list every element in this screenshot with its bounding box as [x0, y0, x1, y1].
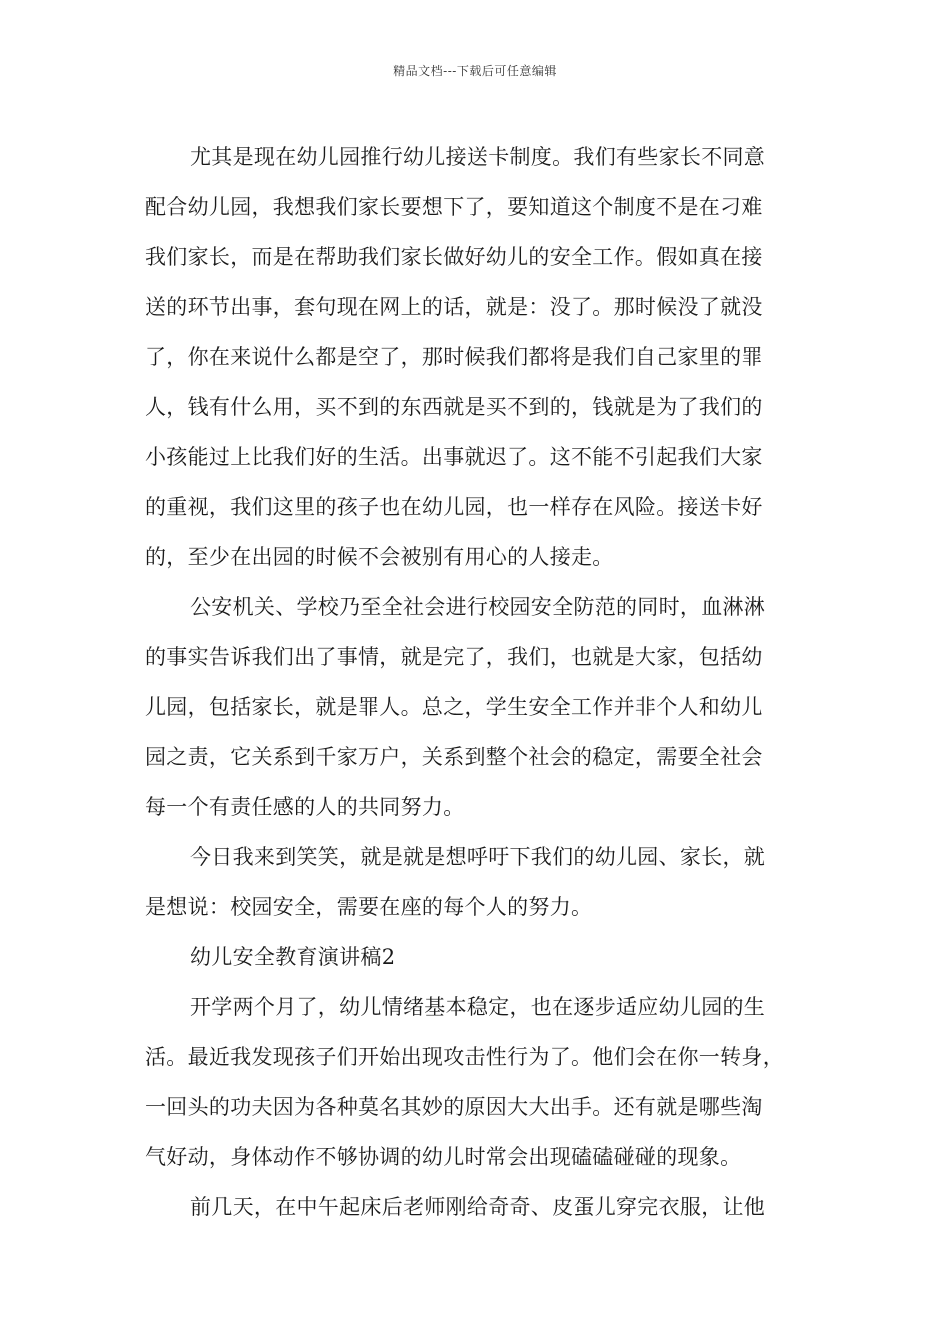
text-line: 的，至少在出园的时候不会被别有用心的人接走。	[145, 545, 614, 569]
text-line: 送的环节出事，套句现在网上的话，就是：没了。那时候没了就没	[145, 295, 763, 319]
text-line: 活。最近我发现孩子们开始出现攻击性行为了。他们会在你一转身，	[145, 1045, 784, 1069]
text-line: 的重视，我们这里的孩子也在幼儿园，也一样存在风险。接送卡好	[145, 495, 763, 519]
text-line: 气好动，身体动作不够协调的幼儿时常会出现磕磕碰碰的现象。	[145, 1145, 742, 1169]
text-line: 园之责，它关系到千家万户，关系到整个社会的稳定，需要全社会	[145, 745, 763, 769]
text-line: 的事实告诉我们出了事情，就是完了，我们，也就是大家，包括幼	[145, 645, 763, 669]
page-header: 精品文档---下载后可任意编辑	[393, 64, 557, 78]
text-line: 人，钱有什么用，买不到的东西就是买不到的，钱就是为了我们的	[145, 395, 763, 419]
text-line: 公安机关、学校乃至全社会进行校园安全防范的同时，血淋淋	[190, 595, 766, 619]
text-line: 一回头的功夫因为各种莫名其妙的原因大大出手。还有就是哪些淘	[145, 1095, 763, 1119]
text-line: 是想说：校园安全，需要在座的每个人的努力。	[145, 895, 593, 919]
text-line: 每一个有责任感的人的共同努力。	[145, 795, 465, 819]
text-line: 我们家长，而是在帮助我们家长做好幼儿的安全工作。假如真在接	[145, 245, 763, 269]
document-body	[145, 132, 810, 1232]
text-line: 前几天，在中午起床后老师刚给奇奇、皮蛋儿穿完衣服，让他	[190, 1195, 766, 1219]
text-line: 小孩能过上比我们好的生活。出事就迟了。这不能不引起我们大家	[145, 445, 763, 469]
text-line: 开学两个月了，幼儿情绪基本稳定，也在逐步适应幼儿园的生	[190, 995, 766, 1019]
text-line: 儿园，包括家长，就是罪人。总之，学生安全工作并非个人和幼儿	[145, 695, 763, 719]
text-line: 配合幼儿园，我想我们家长要想下了，要知道这个制度不是在刁难	[145, 195, 763, 219]
text-line: 了，你在来说什么都是空了，那时候我们都将是我们自己家里的罪	[145, 345, 763, 369]
section-heading: 幼儿安全教育演讲稿2	[190, 945, 396, 969]
text-line: 今日我来到笑笑，就是就是想呼吁下我们的幼儿园、家长，就	[190, 845, 766, 869]
text-line: 尤其是现在幼儿园推行幼儿接送卡制度。我们有些家长不同意	[190, 145, 766, 169]
